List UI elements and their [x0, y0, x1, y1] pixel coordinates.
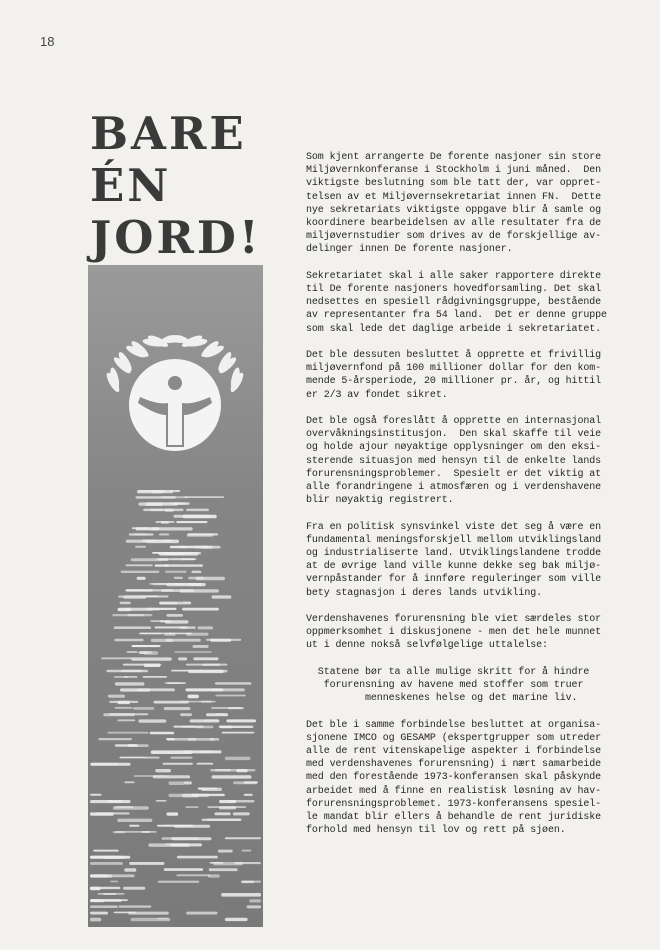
reflection-streak [209, 862, 223, 864]
reflection-streak [149, 664, 157, 666]
reflection-streak [212, 595, 232, 598]
reflection-streak [176, 874, 210, 876]
reflection-streak [93, 850, 119, 852]
reflection-streak [163, 763, 193, 765]
reflection-streak [142, 540, 172, 542]
reflection-streak [247, 905, 261, 908]
reflection-streak [125, 608, 153, 611]
reflection-streak [193, 645, 209, 648]
reflection-streak [171, 670, 202, 672]
reflection-streak [190, 719, 220, 722]
reflection-streak [197, 763, 214, 765]
reflection-streak [167, 812, 179, 815]
reflection-streak [158, 552, 193, 555]
reflection-streak [121, 670, 142, 672]
headline-line-1: BARE [90, 107, 247, 160]
reflection-streak [196, 577, 225, 581]
quotation: Statene bør ta alle mulige skritt for å hindre forurensning av havene med stoffer som truer menneskenes helse og det marine liv. [317, 666, 590, 705]
reflection-streak [183, 750, 221, 753]
reflection-streak [114, 639, 143, 642]
reflection-streak [113, 831, 125, 833]
reflection-streak [103, 893, 116, 895]
reflection-streak [166, 639, 201, 642]
reflection-streak [96, 812, 130, 814]
reflection-streak [215, 812, 231, 815]
reflection-streak [186, 912, 217, 915]
reflection-streak [244, 781, 258, 783]
paragraph: Verdenshavenes forurensning ble viet særdeles stor oppmerksomhet i diskusjonene - men det hele munnet ut i denne nokså selvfølgelige uttalelse: [306, 614, 602, 652]
reflection-streak [181, 558, 195, 560]
reflection-streak [109, 701, 138, 703]
reflection-streak [135, 496, 176, 498]
reflection-streak [90, 763, 118, 766]
reflection-streak [155, 564, 169, 566]
reflection-streak [170, 546, 209, 549]
reflection-streak [218, 850, 233, 853]
reflection-streak [156, 800, 167, 802]
reflection-streak [188, 695, 199, 699]
reflection-streak [198, 626, 214, 629]
paragraph: Det ble også foreslått å opprette en internasjonal overvåkningsinstitusjon. Den skal skaffe til veie og holde ajour nøyaktige opplysninger om den eksi- sterende situasjon med hensyn til de enkelte lands forurensningsproblemer. Spesielt er det viktig at alle forandringene i atmosfæren og i verdenshavene blir nøyaktig registrert. [306, 416, 602, 507]
reflection-streak [165, 843, 189, 845]
reflection-streak [209, 868, 238, 871]
unep-emblem-icon [88, 265, 263, 927]
reflection-streak [177, 856, 218, 859]
paragraph: Det ble i samme forbindelse besluttet at organisa- sjonene IMCO og GESAMP (ekspertgrupper som utreder alle de rent vitenskapelige aspekter i forbindelse med verdenshavenes forurensning) i nært samarbeide med den forestående 1973-konferansen skal påskynde arbeidet med å finne en realistisk løsning av hav- forurensningsproblemet. 1973-konferansens spesiel- le mandat blir ellers å behandle de rent juridiske forhold med hensyn til lov og rett på sjøen. [306, 719, 602, 837]
reflection-streak [121, 571, 160, 573]
reflection-streak [201, 788, 222, 791]
reflection-streak [143, 676, 168, 678]
reflection-streak [90, 794, 102, 796]
reflection-streak [165, 620, 189, 623]
reflection-streak [98, 738, 132, 740]
headline-line-3: JORD! [90, 211, 262, 264]
reflection-streak [115, 806, 133, 808]
reflection-streak [180, 701, 216, 703]
reflection-streak [144, 757, 160, 759]
reflection-streak [131, 918, 171, 922]
emblem-illustration [88, 265, 263, 927]
reflection-streak [186, 664, 228, 666]
reflection-streak [166, 614, 183, 617]
reflection-streak [182, 608, 219, 611]
reflection-streak [210, 639, 231, 642]
reflection-streak [112, 614, 152, 616]
headline [90, 108, 262, 264]
reflection-streak [114, 676, 128, 678]
reflection-streak [185, 806, 198, 808]
reflection-streak [228, 800, 255, 803]
reflection-streak [174, 651, 212, 653]
reflection-streak [129, 533, 154, 535]
reflection-streak [131, 657, 171, 660]
reflection-streak [176, 521, 207, 523]
page-number: 18 [40, 34, 55, 49]
reflection-streak [174, 583, 191, 585]
reflection-streak [165, 571, 187, 573]
reflection-streak [191, 571, 201, 574]
reflection-streak [170, 757, 192, 759]
reflection-streak [183, 602, 191, 604]
reflection-streak [117, 819, 152, 822]
reflection-streak [159, 533, 169, 535]
reflection-streak [244, 794, 253, 796]
reflection-streak [90, 918, 101, 922]
reflection-streak [226, 719, 256, 722]
reflection-streak [225, 757, 251, 761]
reflection-streak [186, 688, 224, 691]
earth-circle [129, 359, 221, 451]
reflection-streak [233, 812, 250, 815]
reflection-streak [219, 726, 254, 728]
reflection-streak [107, 732, 148, 734]
reflection-streak [169, 781, 185, 785]
reflection-streak [126, 564, 153, 566]
reflection-streak [211, 707, 241, 709]
reflection-streak [180, 589, 219, 592]
reflection-streak [219, 806, 236, 809]
reflection-streak [133, 707, 155, 710]
reflection-streak [153, 775, 190, 778]
reflection-streak [119, 757, 145, 759]
reflection-streak [206, 713, 228, 716]
reflection-streak [179, 626, 196, 629]
reflection-streak [90, 862, 123, 865]
reflection-streak [117, 719, 135, 721]
reflection-streak [128, 912, 169, 915]
reflection-streak [158, 881, 199, 883]
reflection-streak [178, 657, 187, 660]
reflection-streak [191, 794, 225, 796]
paragraph: Fra en politisk synsvinkel viste det seg å være en fundamental meningsforskjell mellom utviklingsland og industrialiserte land. Utviklingslandene trodde at de øvrige land ville kunne dekke seg bak miljø- vernpåstander for å innføre reguleringer som ville bety stagnasjon i deres lands utvikling. [306, 521, 602, 599]
reflection-streak [132, 527, 149, 529]
reflection-streak [150, 732, 175, 735]
reflection-streak [225, 837, 261, 839]
reflection-streak [164, 868, 204, 871]
reflection-streak [193, 657, 218, 660]
reflection-streak [215, 695, 246, 697]
reflection-streak [174, 825, 210, 828]
reflection-streak [225, 918, 248, 921]
headline-line-2: ÉN [90, 159, 172, 212]
reflection-streak [101, 657, 133, 659]
reflection-streak [119, 905, 152, 907]
reflection-streak [139, 633, 172, 635]
reflection-streak [90, 874, 112, 877]
reflection-streak [249, 899, 261, 902]
reflection-streak [187, 533, 213, 536]
reflection-streak [110, 881, 118, 883]
reflection-streak [174, 577, 183, 579]
reflection-streak [129, 862, 164, 865]
reflection-streak [170, 490, 181, 492]
reflection-streak [124, 868, 136, 872]
reflection-streak [140, 651, 152, 654]
reflection-streak [242, 850, 252, 852]
reflection-streak [165, 682, 181, 684]
reflection-streak [125, 589, 146, 591]
reflection-streak [164, 564, 203, 566]
reflection-streak [180, 713, 192, 716]
reflection-streak [151, 490, 173, 493]
reflection-streak [181, 726, 203, 728]
reflection-streak [120, 602, 131, 605]
reflection-streak [115, 744, 138, 747]
reflection-streak [188, 738, 215, 741]
reflection-streak [115, 707, 133, 709]
paragraph: Det ble dessuten besluttet å opprette et frivillig miljøvernfond på 100 millioner dollar for den kom- mende 5-årsperiode, 20 millioner pr. år, og hittil er 2/3 av fondet sikret. [306, 350, 602, 401]
reflection-streak [143, 509, 184, 512]
reflection-streak [172, 837, 212, 840]
reflection-streak [161, 521, 169, 524]
reflection-streak [129, 825, 139, 827]
reflection-streak [159, 602, 177, 605]
reflection-streak [137, 688, 175, 691]
reflection-streak [210, 769, 231, 772]
reflection-streak [221, 893, 261, 897]
reflection-streak [127, 651, 138, 653]
paragraph: Sekretariatet skal i alle saker rapportere direkte til De forente nasjoners hovedforsamling. Det skal nedsettes en spesiell rådgivningsgruppe, bestående av representanter fra 54 land. Det er denne gruppe som skal lede det daglige arbeide i sekretariatet. [306, 270, 607, 335]
reflection-streak [90, 887, 101, 890]
reflection-streak [184, 781, 192, 784]
reflection-streak [186, 509, 209, 512]
reflection-streak [123, 887, 145, 890]
reflection-streak [115, 682, 144, 685]
reflection-streak [164, 707, 191, 710]
reflection-streak [90, 899, 100, 901]
reflection-streak [124, 781, 134, 783]
reflection-streak [103, 713, 135, 716]
reflection-streak [236, 769, 248, 772]
reflection-streak [107, 800, 122, 803]
reflection-streak [90, 856, 125, 859]
reflection-streak [144, 595, 168, 597]
reflection-streak [108, 695, 125, 698]
reflection-streak [138, 502, 178, 505]
reflection-streak [186, 633, 209, 636]
article-body [306, 151, 624, 851]
reflection-streak [131, 645, 160, 647]
reflection-streak [139, 719, 167, 722]
reflection-streak [222, 732, 255, 734]
reflection-streak [118, 595, 144, 598]
reflection-streak [212, 775, 252, 778]
reflection-streak [184, 496, 224, 498]
reflection-streak [137, 577, 146, 580]
reflection-streak [174, 502, 190, 504]
reflection-streak [173, 515, 210, 518]
reflection-streak [90, 912, 108, 915]
reflection-streak [215, 682, 252, 684]
reflection-streak [241, 881, 254, 884]
reflection-streak [202, 819, 242, 821]
reflection-streak [155, 769, 171, 772]
reflection-streak [135, 546, 146, 548]
reflection-streak [114, 626, 151, 629]
reflection-streak [90, 905, 118, 908]
paragraph: Som kjent arrangerte De forente nasjoner sin store Miljøvernkonferanse i Stockholm i juni måned. Den viktigste beslutning som ble tatt der, var oppret- telsen av et Miljøvernsekretariat innen FN. Dette nye sekretariats viktigste oppgave blir å samle og koordinere bearbeidelsen av alle resultater fra de miljøvernstudier som drives av de forskjellige av- delinger innen De forente nasjoner. [306, 152, 602, 256]
